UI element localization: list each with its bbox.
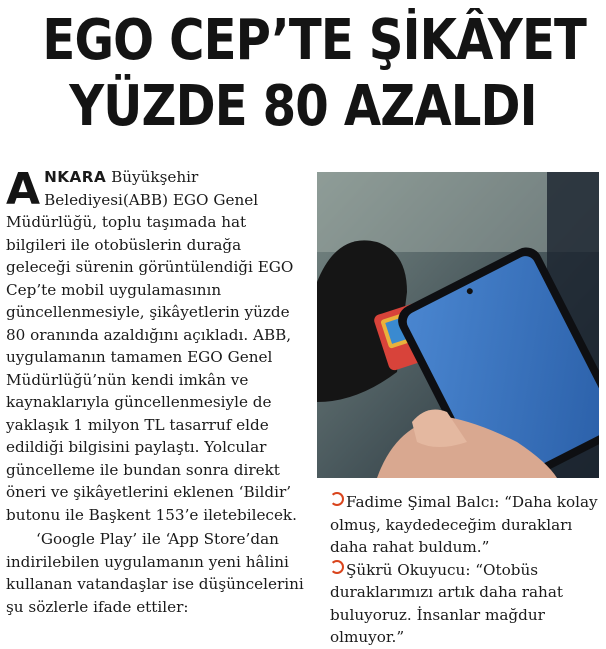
bullet-icon <box>330 492 344 506</box>
drop-cap: A <box>6 164 41 215</box>
quote-1-text: Fadime Şimal Balcı: “Daha kolay olmuş, kaydedeceğim durakları daha rahat buldum.” <box>330 493 598 556</box>
article-body <box>6 166 308 618</box>
quote-2-text: Şükrü Okuyucu: “Otobüs duraklarımızı artık daha rahat buluyoruz. İnsanlar mağdur olmuyor.” <box>330 560 563 646</box>
phone-in-hand-photo-icon <box>317 172 599 478</box>
headline <box>0 8 606 140</box>
article-paragraph-1 <box>6 166 308 526</box>
paragraph-1-text: Büyükşehir Belediyesi(ABB) EGO Genel Müdürlüğü, toplu taşımada hat bilgileri ile otobüslerin durağa geleceği sürenin görüntülendiği EGO Cep’te mobil uygulamasının güncellenmesiyle, şikâyetlerin yüzde 80 oranında azaldığını açıkladı. ABB, uygulamanın tamamen EGO Genel Müdürlüğü’nün kendi imkân ve kaynaklarıyla güncellenmesiyle de yaklaşık 1 milyon TL tasarruf elde edildiği bilgisini paylaştı. Yolcular güncelleme ile bundan sonra direkt öneri ve şikâyetlerini eklenen ‘Bildir’ butonu ile Başkent 153’e iletebilecek. <box>6 168 297 524</box>
lead-word: NKARA <box>44 168 107 186</box>
headline-line-2: YÜZDE 80 AZALDI <box>69 74 537 139</box>
bullet-icon <box>330 560 344 574</box>
article-paragraph-2: ‘Google Play’ ile ‘App Store’dan indirilebilen uygulamanın yeni hâlini kullanan vatandaşlar ise düşüncelerini şu sözlerle ifade ettiler: <box>6 530 304 616</box>
quotes-block <box>330 491 598 649</box>
headline-line-1: EGO CEP’TE ŞİKÂYET <box>42 8 586 73</box>
quote-1 <box>330 491 598 559</box>
quote-2 <box>330 559 598 649</box>
article-photo <box>317 172 599 478</box>
